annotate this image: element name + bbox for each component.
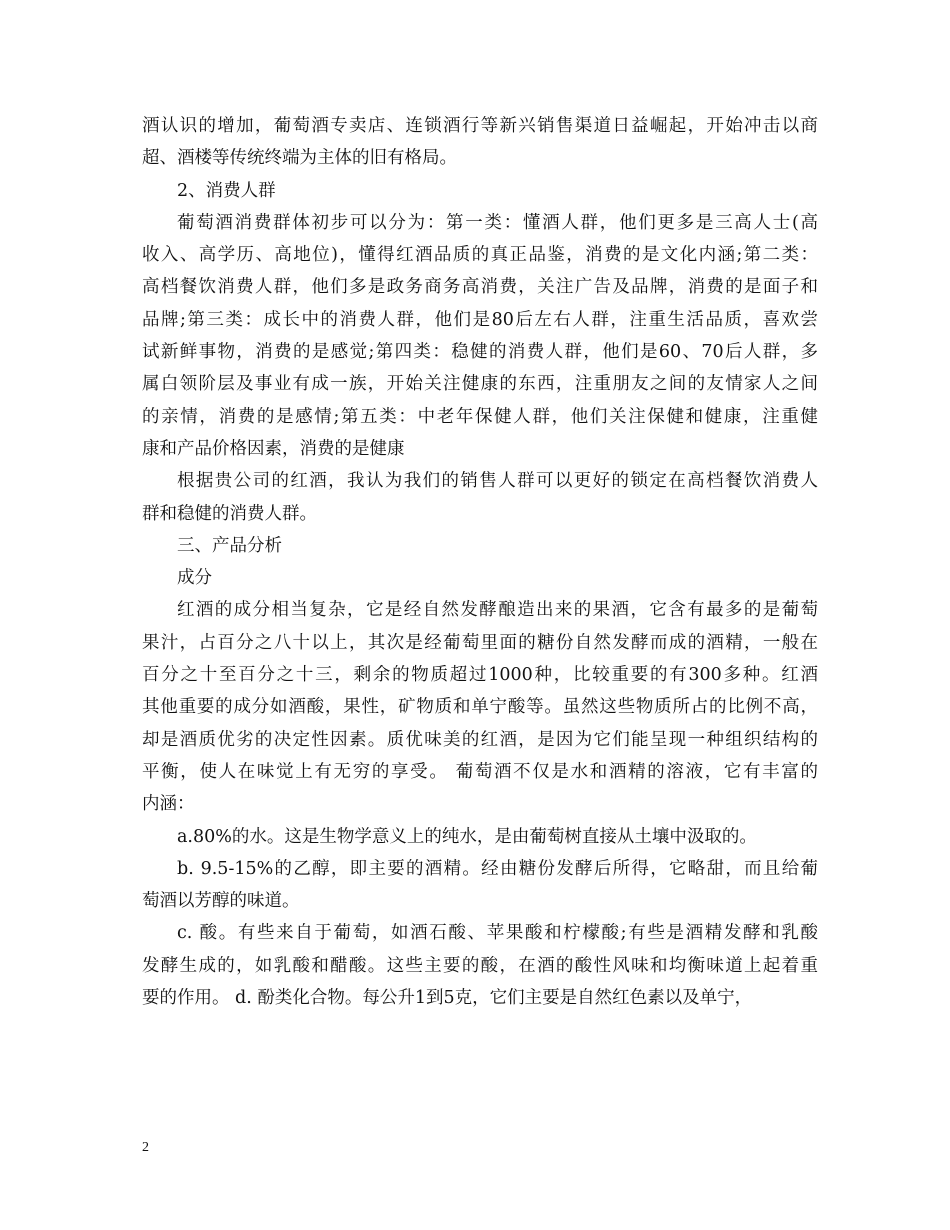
text-line: 属白领阶层及事业有成一族，开始关注健康的东西，注重朋友之间的友情家人之间 [142, 374, 818, 395]
text-line: 收入、高学历、高地位)，懂得红酒品质的真正品鉴，消费的是文化内涵;第二类： [142, 245, 818, 266]
text-line: 三、产品分析 [177, 535, 282, 556]
page-number: 2 [142, 1140, 149, 1155]
text-line: 平衡，使人在味觉上有无穷的享受。 葡萄酒不仅是水和酒精的溶液，它有丰富的 [142, 761, 818, 782]
text-line: 酒认识的增加，葡萄酒专卖店、连锁酒行等新兴销售渠道日益崛起，开始冲击以商 [142, 116, 818, 136]
document-body [142, 110, 818, 1014]
text-line: 试新鲜事物，消费的是感觉;第四类：稳健的消费人群，他们是60、70后人群，多 [142, 342, 818, 363]
text-line: 群和稳健的消费人群。 [142, 503, 317, 524]
text-line: b. 9.5-15%的乙醇，即主要的酒精。经由糖份发酵后所得，它略甜，而且给葡 [177, 858, 818, 879]
text-line: c. 酸。有些来自于葡萄，如酒石酸、苹果酸和柠檬酸;有些是酒精发酵和乳酸 [177, 923, 818, 944]
text-line: 发酵生成的，如乳酸和醋酸。这些主要的酸，在酒的酸性风味和均衡味道上起着重 [142, 955, 818, 976]
text-line: 超、酒楼等传统终端为主体的旧有格局。 [142, 148, 457, 169]
text-line: 其他重要的成分如酒酸，果性，矿物质和单宁酸等。虽然这些物质所占的比例不高， [142, 697, 818, 718]
text-line: 果汁，占百分之八十以上，其次是经葡萄里面的糖份自然发酵而成的酒精，一般在 [142, 632, 818, 653]
text-line: 百分之十至百分之十三，剩余的物质超过1000种，比较重要的有300多种。红酒 [142, 665, 818, 686]
text-line: 成分 [177, 568, 212, 589]
text-line: 康和产品价格因素，消费的是健康 [142, 438, 405, 459]
text-line: 要的作用。 d. 酚类化合物。每公升1到5克，它们主要是自然红色素以及单宁， [142, 988, 753, 1009]
text-line: 品牌;第三类：成长中的消费人群，他们是80后左右人群，注重生活品质，喜欢尝 [142, 309, 818, 330]
text-line: a.80%的水。这是生物学意义上的纯水，是由葡萄树直接从土壤中汲取的。 [177, 826, 757, 847]
text-line: 高档餐饮消费人群，他们多是政务商务高消费，关注广告及品牌，消费的是面子和 [142, 277, 818, 298]
text-line: 的亲情，消费的是感情;第五类：中老年保健人群，他们关注保健和健康，注重健 [142, 406, 818, 427]
text-line: 内涵： [142, 794, 195, 815]
text-line: 萄酒以芳醇的味道。 [142, 891, 300, 912]
text-line: 却是酒质优劣的决定性因素。质优味美的红酒，是因为它们能呈现一种组织结构的 [142, 729, 818, 750]
text-line: 2、消费人群 [177, 180, 276, 201]
text-line: 葡萄酒消费群体初步可以分为：第一类：懂酒人群，他们更多是三高人士(高 [177, 212, 818, 233]
text-line: 红酒的成分相当复杂，它是经自然发酵酿造出来的果酒，它含有最多的是葡萄 [177, 600, 818, 621]
text-line: 根据贵公司的红酒，我认为我们的销售人群可以更好的锁定在高档餐饮消费人 [177, 471, 818, 492]
